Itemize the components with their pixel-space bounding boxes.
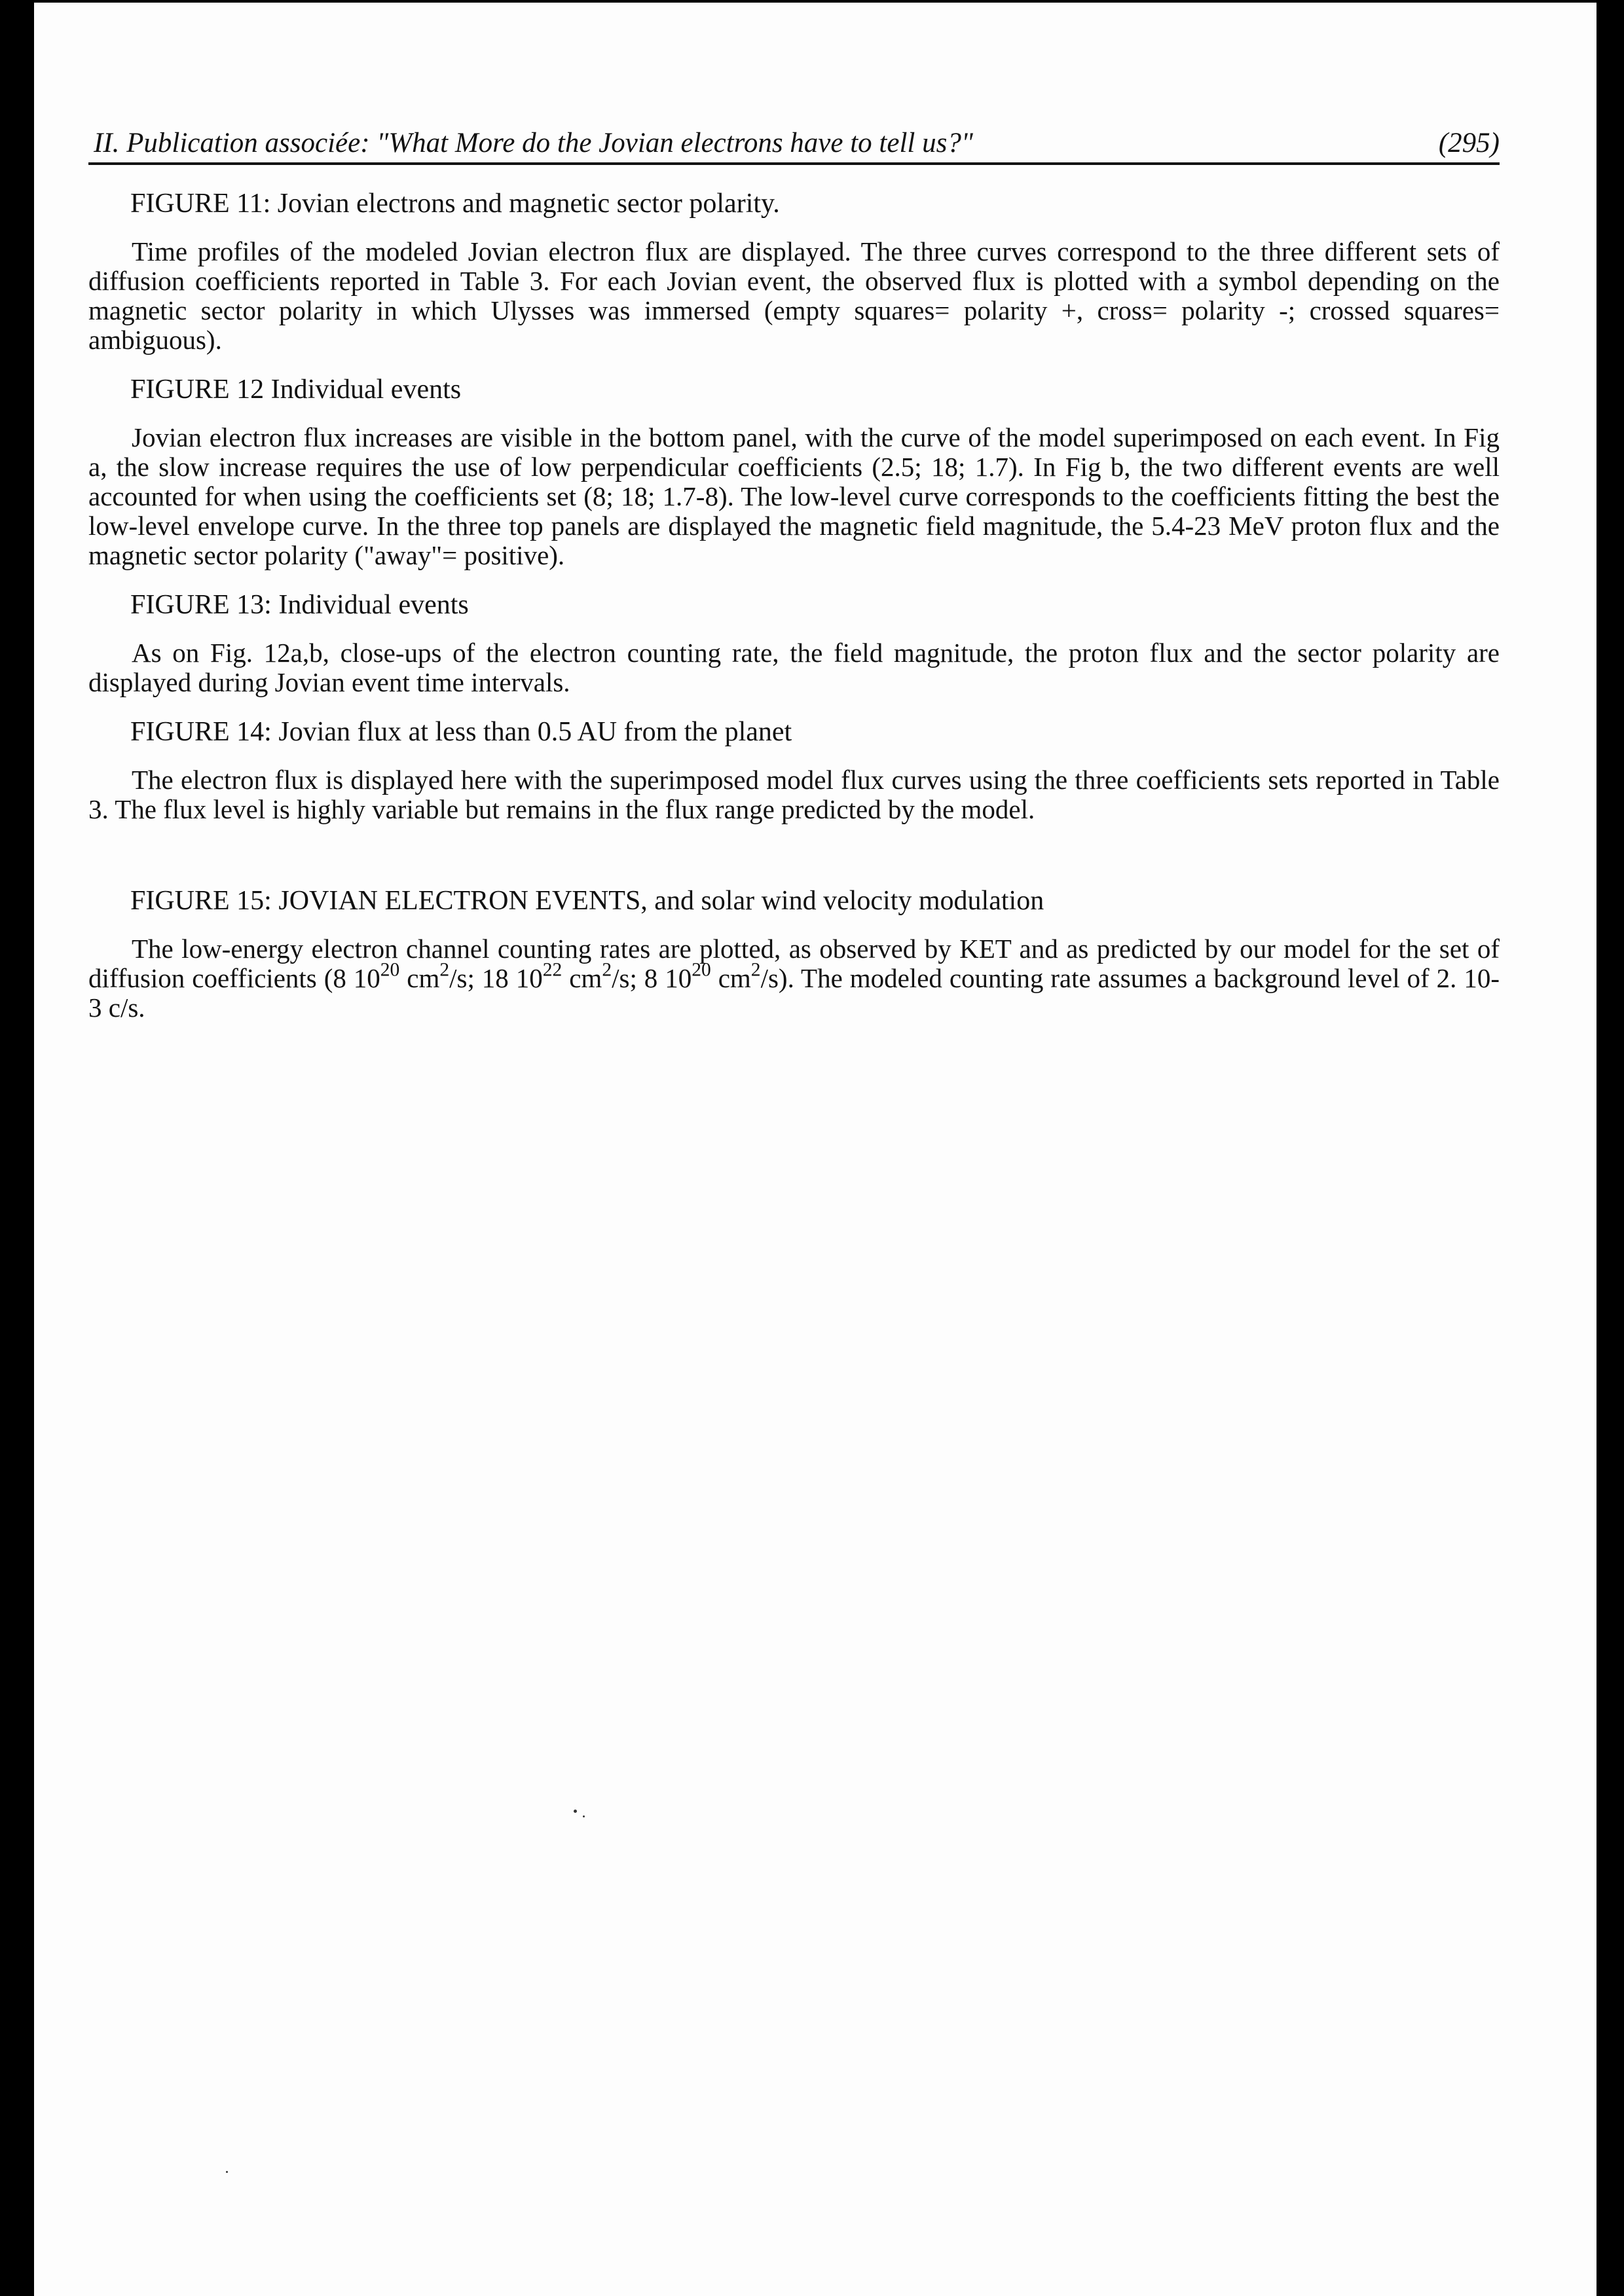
figure-15-text-part: /s; 18 10 (449, 963, 543, 993)
figure-12-text: Jovian electron flux increases are visible in the bottom panel, with the curve of the model superimposed on each event. In Fig a, the slow increase requires the use of low perpendicular coefficients (2.5; 18; 1.7). In Fig b, the two different events are well accounted for when using the coefficients set (8; 18; 1.7-8). The low-level curve corresponds to the coefficients fitting the best the low-level envelope curve. In the three top panels are displayed the magnetic field magnitude, the 5.4-23 MeV proton flux and the magnetic sector polarity ("away"= positive). (88, 422, 1500, 570)
running-header-title: II. Publication associée: "What More do the Jovian electrons have to tell us?" (94, 128, 973, 158)
figure-15-text-part: cm (710, 963, 751, 993)
figure-15-text-part: cm (399, 963, 440, 993)
figure-11-text: Time profiles of the modeled Jovian electron flux are displayed. The three curves correspond to the three different sets of diffusion coefficients reported in Table 3. For each Jovian event, the observed flux is plotted with a symbol depending on the magnetic sector polarity in which Ulysses was immersed (empty squares= polarity +, cross= polarity -; crossed squares= ambiguous). (88, 236, 1500, 355)
scan-speck (574, 1810, 577, 1813)
running-header (88, 124, 1500, 165)
exponent: 20 (692, 959, 711, 981)
page-content (88, 124, 1500, 1041)
figure-14-title: FIGURE 14: Jovian flux at less than 0.5 AU from the planet (130, 717, 792, 747)
figure-15-text-part: /s). The modeled counting rate assumes a background level of 2. 10-3 c/s. (88, 963, 1500, 1023)
figure-12-caption (88, 373, 1500, 570)
figure-15-text (88, 934, 1500, 1023)
scan-speck (583, 1815, 585, 1817)
figure-11-caption (88, 187, 1500, 355)
figure-13-text: As on Fig. 12a,b, close-ups of the electron counting rate, the field magnitude, the proton flux and the sector polarity are displayed during Jovian event time intervals. (88, 638, 1500, 697)
figure-15-title: FIGURE 15: JOVIAN ELECTRON EVENTS, and solar wind velocity modulation (130, 886, 1044, 916)
exponent: 22 (542, 959, 563, 981)
figure-15-text-part: /s; 8 10 (612, 963, 692, 993)
page-number: (295) (1438, 128, 1500, 158)
exponent: 20 (380, 959, 400, 981)
figure-13-caption (88, 589, 1500, 697)
figure-14-text: The electron flux is displayed here with the superimposed model flux curves using the three coefficients sets reported in Table 3. The flux level is highly variable but remains in the flux range predicted by the model. (88, 765, 1500, 824)
scan-speck (226, 2171, 228, 2173)
figure-11-title: FIGURE 11: Jovian electrons and magnetic sector polarity. (130, 189, 780, 219)
exponent: 2 (439, 959, 450, 981)
figure-15-text-part: cm (562, 963, 602, 993)
scan-left-border (0, 0, 34, 2296)
figure-14-caption (88, 716, 1500, 824)
figure-13-title: FIGURE 13: Individual events (130, 590, 469, 620)
scan-right-border (1596, 0, 1624, 2296)
figure-15-caption (88, 884, 1500, 1023)
figure-12-title: FIGURE 12 Individual events (130, 374, 462, 405)
exponent: 2 (750, 959, 761, 981)
figure-15-text-part: The low-energy electron channel counting rates are plotted, as observed by KET and as predicted by our model for the set of diffusion coefficients (8 10 (88, 934, 1500, 993)
exponent: 2 (602, 959, 612, 981)
